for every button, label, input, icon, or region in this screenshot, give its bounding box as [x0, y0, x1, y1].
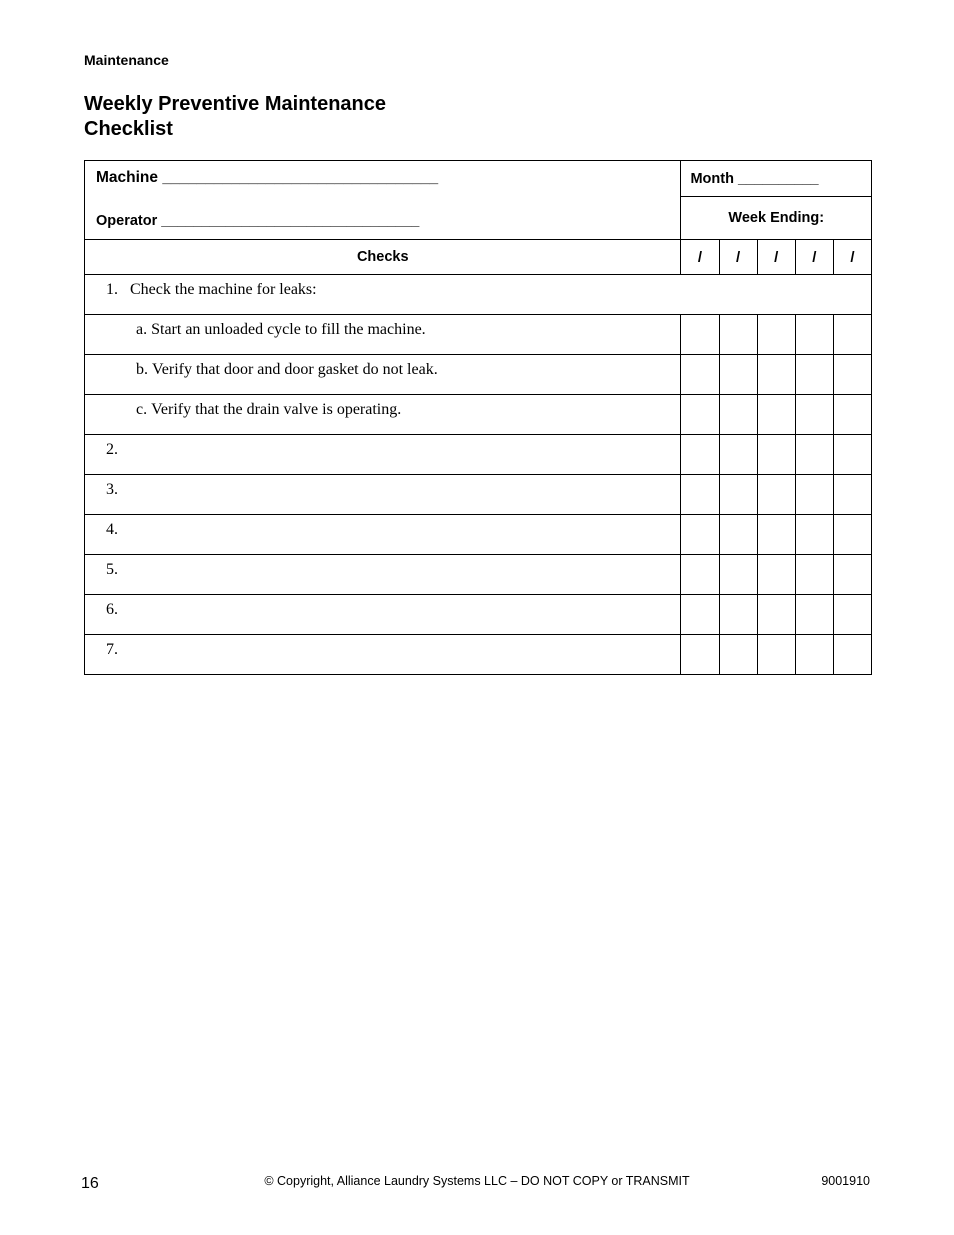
- check-number: 5.: [106, 561, 118, 578]
- check-number: 3.: [106, 481, 118, 498]
- checkbox-cell[interactable]: [757, 435, 795, 475]
- document-number: 9001910: [821, 1174, 870, 1188]
- checkbox-cell[interactable]: [719, 635, 757, 675]
- check-text: Start an unloaded cycle to fill the machine.: [151, 321, 426, 338]
- checkbox-cell[interactable]: [795, 515, 833, 555]
- week-ending-label: Week Ending:: [681, 197, 872, 240]
- checkbox-cell[interactable]: [681, 435, 719, 475]
- table-row: [85, 475, 872, 515]
- header-row-top: [85, 161, 872, 197]
- check-item-3[interactable]: [85, 475, 681, 515]
- check-number: 6.: [106, 601, 118, 618]
- date-slot-4[interactable]: /: [795, 240, 833, 275]
- checkbox-cell[interactable]: [681, 635, 719, 675]
- checkbox-cell[interactable]: [833, 635, 871, 675]
- date-slot-1[interactable]: /: [681, 240, 719, 275]
- check-item-2[interactable]: [85, 435, 681, 475]
- check-number: c.: [136, 401, 148, 418]
- check-text: Check the machine for leaks:: [130, 281, 317, 298]
- checkbox-cell[interactable]: [795, 635, 833, 675]
- table-row: [85, 315, 872, 355]
- page-title: [84, 92, 386, 142]
- check-number: 1.: [106, 281, 118, 298]
- checkbox-cell[interactable]: [795, 395, 833, 435]
- checkbox-cell[interactable]: [757, 315, 795, 355]
- date-slot-2[interactable]: /: [719, 240, 757, 275]
- check-item-7[interactable]: [85, 635, 681, 675]
- machine-blank: ________________________________: [162, 169, 439, 186]
- checkbox-cell[interactable]: [833, 315, 871, 355]
- operator-field[interactable]: [96, 213, 419, 229]
- checkbox-cell[interactable]: [795, 355, 833, 395]
- checkbox-cell[interactable]: [719, 515, 757, 555]
- check-item-1b: [85, 355, 681, 395]
- checkbox-cell[interactable]: [681, 355, 719, 395]
- check-number: a.: [136, 321, 148, 338]
- checkbox-cell[interactable]: [681, 515, 719, 555]
- checkbox-cell[interactable]: [719, 595, 757, 635]
- checkbox-cell[interactable]: [833, 515, 871, 555]
- check-text: Verify that door and door gasket do not leak.: [152, 361, 438, 378]
- month-field[interactable]: [681, 161, 872, 197]
- checkbox-cell[interactable]: [757, 555, 795, 595]
- checkbox-cell[interactable]: [833, 435, 871, 475]
- checkbox-cell[interactable]: [719, 555, 757, 595]
- table-row: [85, 355, 872, 395]
- checkbox-cell[interactable]: [795, 315, 833, 355]
- check-number: 2.: [106, 441, 118, 458]
- month-label: Month: [690, 170, 734, 187]
- checkbox-cell[interactable]: [719, 475, 757, 515]
- check-number: 4.: [106, 521, 118, 538]
- checkbox-cell[interactable]: [795, 595, 833, 635]
- checks-header-row: [85, 240, 872, 275]
- checkbox-cell[interactable]: [719, 355, 757, 395]
- checkbox-cell[interactable]: [757, 635, 795, 675]
- table-row: [85, 435, 872, 475]
- checkbox-cell[interactable]: [795, 475, 833, 515]
- check-item-1c: [85, 395, 681, 435]
- operator-blank: ________________________________: [161, 213, 420, 229]
- checkbox-cell[interactable]: [833, 355, 871, 395]
- checkbox-cell[interactable]: [681, 595, 719, 635]
- check-number: b.: [136, 361, 148, 378]
- date-slot-3[interactable]: /: [757, 240, 795, 275]
- table-row: [85, 395, 872, 435]
- checkbox-cell[interactable]: [681, 315, 719, 355]
- checkbox-cell[interactable]: [719, 435, 757, 475]
- check-number: 7.: [106, 641, 118, 658]
- check-item-4[interactable]: [85, 515, 681, 555]
- page-number: 16: [81, 1175, 99, 1192]
- checks-label: Checks: [85, 240, 681, 275]
- checkbox-cell[interactable]: [833, 595, 871, 635]
- checkbox-cell[interactable]: [757, 395, 795, 435]
- checkbox-cell[interactable]: [681, 555, 719, 595]
- table-row: [85, 515, 872, 555]
- checkbox-cell[interactable]: [833, 555, 871, 595]
- check-item-5[interactable]: [85, 555, 681, 595]
- checkbox-cell[interactable]: [757, 515, 795, 555]
- operator-label: Operator: [96, 213, 158, 229]
- title-line-2: Checklist: [84, 118, 173, 140]
- title-line-1: Weekly Preventive Maintenance: [84, 93, 386, 115]
- checkbox-cell[interactable]: [795, 555, 833, 595]
- table-row: [85, 595, 872, 635]
- checkbox-cell[interactable]: [719, 395, 757, 435]
- section-label: Maintenance: [84, 52, 169, 68]
- check-item-1a: [85, 315, 681, 355]
- checkbox-cell[interactable]: [757, 475, 795, 515]
- check-text: Verify that the drain valve is operating.: [151, 401, 402, 418]
- date-slot-5[interactable]: /: [833, 240, 871, 275]
- machine-label: Machine: [96, 169, 159, 186]
- check-item-1: [85, 275, 872, 315]
- copyright-notice: © Copyright, Alliance Laundry Systems LLC – DO NOT COPY or TRANSMIT: [264, 1174, 690, 1188]
- table-row: [85, 635, 872, 675]
- machine-field[interactable]: [96, 169, 438, 187]
- checkbox-cell[interactable]: [757, 355, 795, 395]
- checklist-table: [84, 160, 872, 675]
- checkbox-cell[interactable]: [681, 475, 719, 515]
- checkbox-cell[interactable]: [833, 395, 871, 435]
- checkbox-cell[interactable]: [795, 435, 833, 475]
- checkbox-cell[interactable]: [719, 315, 757, 355]
- check-item-6[interactable]: [85, 595, 681, 635]
- checkbox-cell[interactable]: [833, 475, 871, 515]
- checkbox-cell[interactable]: [681, 395, 719, 435]
- table-row: [85, 555, 872, 595]
- machine-operator-cell: [85, 161, 681, 240]
- table-row: [85, 275, 872, 315]
- checkbox-cell[interactable]: [757, 595, 795, 635]
- month-blank: __________: [737, 170, 819, 187]
